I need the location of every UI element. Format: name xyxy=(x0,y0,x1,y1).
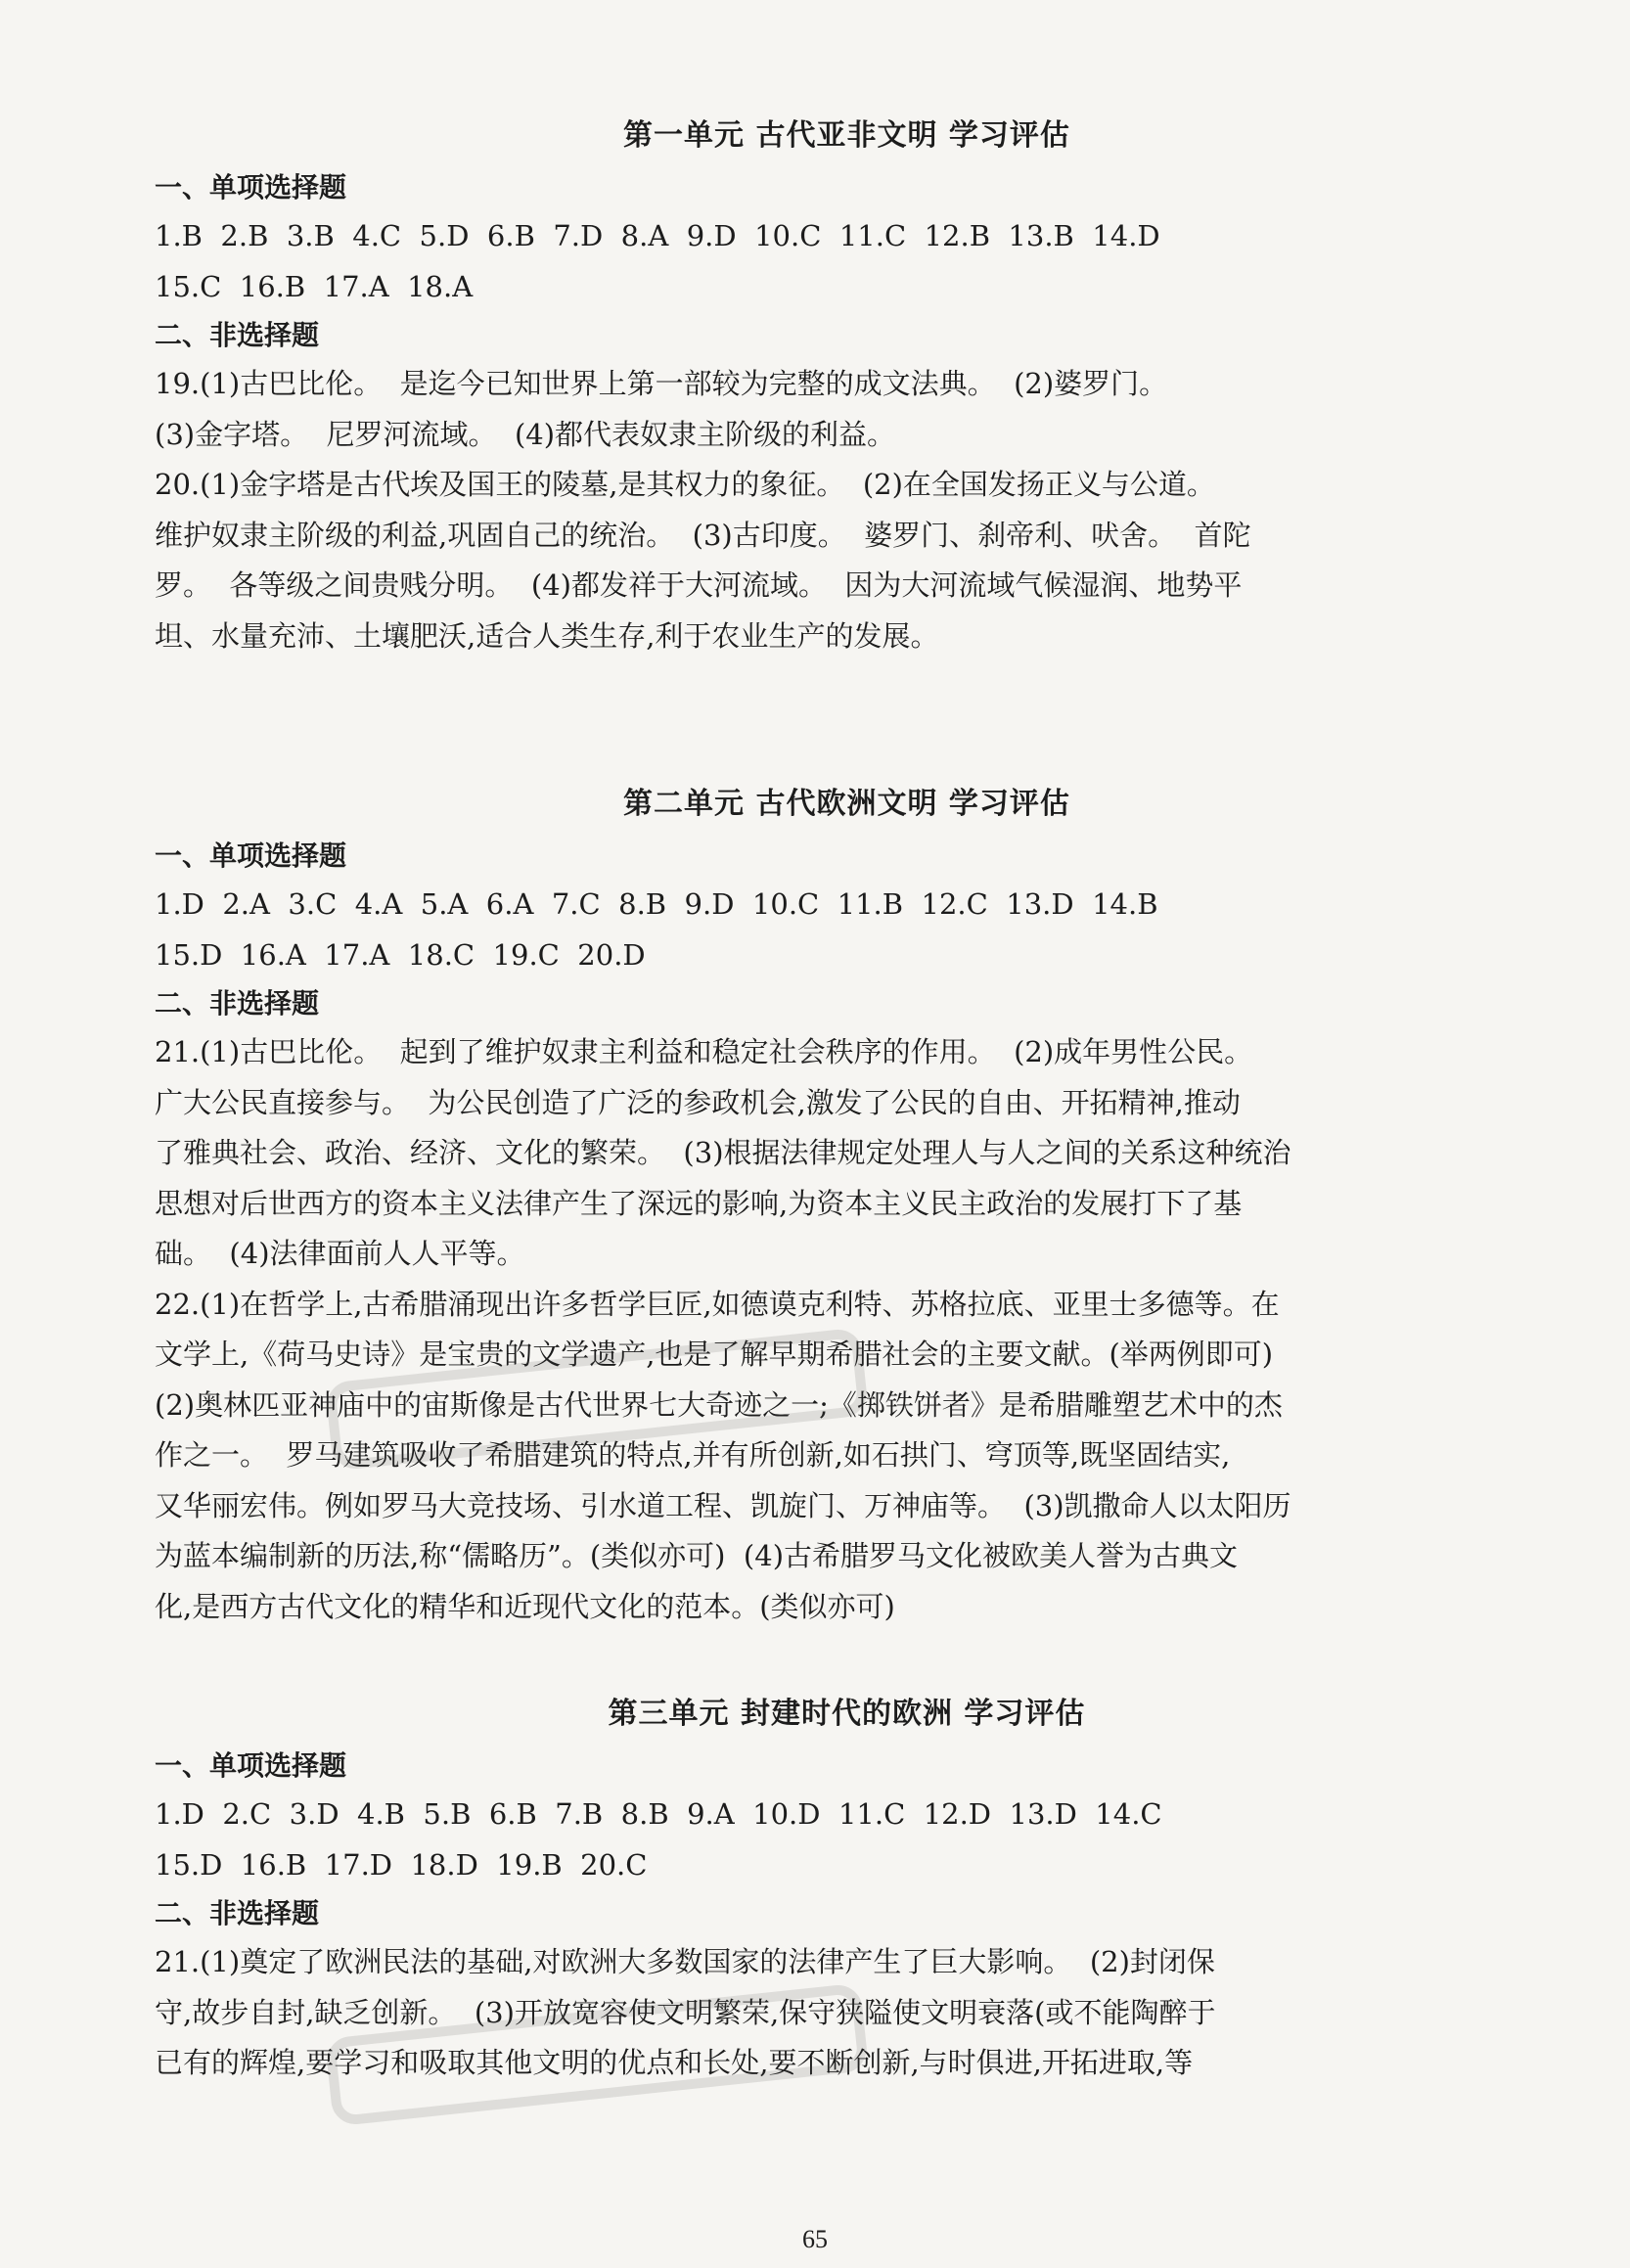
unit1-open-line: 罗。 各等级之间贵贱分明。 (4)都发祥于大河流域。 因为大河流域气候湿润、地势平 xyxy=(155,568,1243,602)
unit1-section xyxy=(155,111,1539,154)
unit1-title: 第一单元 古代亚非文明 学习评估 xyxy=(623,118,1070,153)
unit2-open-line: 为蓝本编制新的历法,称“儒略历”。(类似亦可) (4)古希腊罗马文化被欧美人誉为古典文 xyxy=(155,1539,1239,1572)
unit2-open-line: 21.(1)古巴比伦。 起到了维护奴隶主利益和稳定社会秩序的作用。 (2)成年男性公民。 xyxy=(155,1035,1253,1068)
unit2-mc-line-1: 1.D 2.A 3.C 4.A 5.A 6.A 7.C 8.B 9.D 10.C 11.B 12.C 13.D 14.B xyxy=(155,887,1158,921)
unit3-open-line: 已有的辉煌,要学习和吸取其他文明的优点和长处,要不断创新,与时俱进,开拓进取,等 xyxy=(155,2046,1194,2079)
unit1-open-line: 20.(1)金字塔是古代埃及国王的陵墓,是其权力的象征。 (2)在全国发扬正义与公道。 xyxy=(155,468,1215,501)
page-number: 65 xyxy=(802,2225,828,2253)
unit3-mc-heading: 一、单项选择题 xyxy=(155,1749,347,1782)
unit2-open-line: (2)奥林匹亚神庙中的宙斯像是古代世界七大奇迹之一;《掷铁饼者》是希腊雕塑艺术中的杰 xyxy=(155,1387,1283,1422)
unit1-mc-line-2: 15.C 16.B 17.A 18.A xyxy=(155,269,474,303)
unit3-open-line: 守,故步自封,缺乏创新。 (3)开放宽容使文明繁荣,保守狭隘使文明衰落(或不能陶醉于 xyxy=(155,1995,1216,2029)
unit3-open-heading: 二、非选择题 xyxy=(155,1897,320,1929)
unit2-open-line: 化,是西方古代文化的精华和近现代文化的范本。(类似亦可) xyxy=(155,1589,895,1623)
unit2-open-line: 作之一。 罗马建筑吸收了希腊建筑的特点,并有所创新,如石拱门、穹顶等,既坚固结实, xyxy=(155,1438,1231,1472)
unit2-open-line: 文学上,《荷马史诗》是宝贵的文学遗产,也是了解早期希腊社会的主要文献。(举两例即可) xyxy=(155,1338,1274,1371)
unit3-mc-line-1: 1.D 2.C 3.D 4.B 5.B 6.B 7.B 8.B 9.A 10.D 11.C 12.D 13.D 14.C xyxy=(155,1797,1162,1831)
unit3-body xyxy=(155,1743,1539,2089)
unit2-open-line: 了雅典社会、政治、经济、文化的繁荣。 (3)根据法律规定处理人与人之间的关系这种统治 xyxy=(155,1136,1291,1169)
unit3-open-line: 21.(1)奠定了欧洲民法的基础,对欧洲大多数国家的法律产生了巨大影响。 (2)封闭保 xyxy=(155,1945,1215,1978)
unit2-open-line: 22.(1)在哲学上,古希腊涌现出许多哲学巨匠,如德谟克利特、苏格拉底、亚里士多德等。在 xyxy=(155,1287,1280,1321)
unit2-open-heading: 二、非选择题 xyxy=(155,987,320,1020)
unit2-open-line: 又华丽宏伟。例如罗马大竞技场、引水道工程、凯旋门、万神庙等。 (3)凯撒命人以太阳历 xyxy=(155,1488,1291,1522)
unit1-body xyxy=(155,164,1539,661)
unit2-mc-heading: 一、单项选择题 xyxy=(155,839,347,872)
unit2-title: 第二单元 古代欧洲文明 学习评估 xyxy=(623,787,1070,821)
unit2-mc-line-2: 15.D 16.A 17.A 18.C 19.C 20.D xyxy=(155,937,646,972)
unit1-open-line: 19.(1)古巴比伦。 是迄今已知世界上第一部较为完整的成文法典。 (2)婆罗门。 xyxy=(155,367,1168,400)
unit1-open-line: 坦、水量充沛、土壤肥沃,适合人类生存,利于农业生产的发展。 xyxy=(155,618,939,653)
unit1-open-heading: 二、非选择题 xyxy=(155,319,320,351)
unit2-body xyxy=(155,833,1539,1632)
unit3-title: 第三单元 封建时代的欧洲 学习评估 xyxy=(608,1697,1086,1731)
unit3-section xyxy=(155,1689,1539,1732)
unit1-mc-heading: 一、单项选择题 xyxy=(155,171,347,204)
unit1-open-line: (3)金字塔。 尼罗河流域。 (4)都代表奴隶主阶级的利益。 xyxy=(155,417,896,451)
unit2-open-line: 础。 (4)法律面前人人平等。 xyxy=(155,1237,525,1270)
unit2-open-line: 思想对后世西方的资本主义法律产生了深远的影响,为资本主义民主政治的发展打下了基 xyxy=(155,1186,1243,1220)
unit2-open-line: 广大公民直接参与。 为公民创造了广泛的参政机会,激发了公民的自由、开拓精神,推动 xyxy=(155,1085,1241,1119)
unit1-open-line: 维护奴隶主阶级的利益,巩固自己的统治。 (3)古印度。 婆罗门、刹帝利、吠舍。 首陀 xyxy=(155,518,1251,552)
unit2-section xyxy=(155,779,1539,822)
unit3-mc-line-2: 15.D 16.B 17.D 18.D 19.B 20.C xyxy=(155,1847,648,1882)
unit1-mc-line-1: 1.B 2.B 3.B 4.C 5.D 6.B 7.D 8.A 9.D 10.C 11.C 12.B 13.B 14.D xyxy=(155,219,1160,252)
